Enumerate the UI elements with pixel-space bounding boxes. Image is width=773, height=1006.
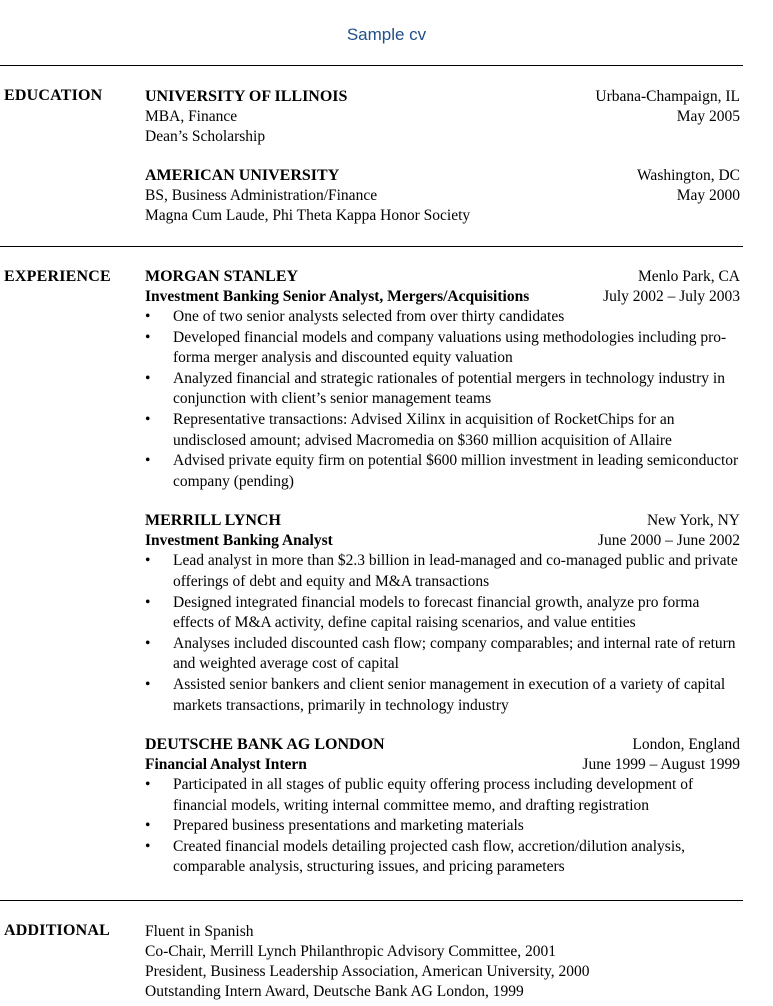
- bullet-item: • Lead analyst in more than $2.3 billion in lead-managed and co-managed public and private offerings of debt and equity and M&A transactions: [145, 552, 738, 590]
- divider: [0, 900, 743, 901]
- company-location: New York, NY: [646, 512, 740, 530]
- bullet-list: [145, 551, 740, 716]
- bullet-icon: •: [145, 675, 151, 693]
- bullet-icon: •: [145, 837, 151, 855]
- experience-entry: [145, 511, 740, 716]
- bullet-icon: •: [145, 817, 151, 835]
- bullet-list: [145, 775, 740, 878]
- bullet-item: • Assisted senior bankers and client senior management in execution of a variety of capital markets transactions, primarily in technology industry: [145, 675, 726, 714]
- additional-item: Outstanding Intern Award, Deutsche Bank AG London, 1999: [145, 983, 524, 1000]
- bullet-icon: •: [145, 552, 151, 570]
- divider: [0, 65, 743, 66]
- bullet-icon: •: [145, 776, 151, 794]
- school-name: AMERICAN UNIVERSITY: [145, 167, 340, 184]
- company-location: Menlo Park, CA: [637, 268, 740, 285]
- bullet-item: • Participated in all stages of public equity offering process including development of financial models, writing internal committee memo, and drafting registration: [145, 776, 694, 814]
- section-label-additional: ADDITIONAL: [4, 922, 111, 939]
- company-name: DEUTSCHE BANK AG LONDON: [145, 736, 385, 754]
- experience-section: [145, 267, 740, 878]
- bullet-icon: •: [145, 634, 151, 652]
- bullet-list: [145, 307, 740, 492]
- section-label-experience: EXPERIENCE: [4, 268, 111, 285]
- bullet-icon: •: [145, 410, 151, 428]
- section-label-education: EDUCATION: [4, 87, 103, 104]
- company-name: MERRILL LYNCH: [145, 512, 281, 530]
- job-dates: June 1999 – August 1999: [582, 756, 740, 774]
- bullet-icon: •: [145, 328, 151, 346]
- job-dates: June 2000 – June 2002: [597, 532, 740, 550]
- job-dates: July 2002 – July 2003: [603, 288, 740, 305]
- bullet-item: • Developed financial models and company valuations using methodologies including pro-forma merger analysis and discounted equity valuation: [145, 328, 727, 367]
- additional-section: [145, 922, 740, 1002]
- bullet-icon: •: [145, 593, 151, 611]
- bullet-item: • Created financial models detailing projected cash flow, accretion/dilution analysis, comparable analysis, structuring issues, and pricing parameters: [145, 837, 686, 876]
- bullet-item: • Prepared business presentations and marketing materials: [145, 816, 740, 837]
- school-location: Washington, DC: [637, 167, 740, 184]
- company-location: London, England: [632, 736, 740, 754]
- job-title: Investment Banking Senior Analyst, Mergers/Acquisitions: [145, 288, 530, 305]
- company-name: MORGAN STANLEY: [145, 268, 299, 285]
- bullet-item: • Advised private equity firm on potential $600 million investment in leading semiconductor company (pending): [145, 452, 739, 490]
- honor-note: Dean’s Scholarship: [145, 128, 266, 145]
- page-title: Sample cv: [346, 25, 427, 44]
- degree: MBA, Finance: [145, 108, 238, 125]
- bullet-icon: •: [145, 308, 151, 325]
- education-entry: [145, 166, 740, 226]
- divider: [0, 246, 743, 247]
- education-entry: [145, 87, 740, 147]
- school-location: Urbana-Champaign, IL: [595, 88, 740, 105]
- experience-entry: [145, 267, 740, 492]
- honor-note: Magna Cum Laude, Phi Theta Kappa Honor Society: [145, 207, 471, 224]
- graduation-date: May 2000: [676, 187, 740, 204]
- job-title: Investment Banking Analyst: [145, 532, 333, 550]
- bullet-icon: •: [145, 369, 151, 387]
- degree: BS, Business Administration/Finance: [145, 187, 378, 204]
- job-title: Financial Analyst Intern: [145, 756, 307, 774]
- bullet-icon: •: [145, 452, 151, 470]
- school-name: UNIVERSITY OF ILLINOIS: [145, 88, 348, 105]
- graduation-date: May 2005: [676, 108, 740, 125]
- additional-item: Co-Chair, Merrill Lynch Philanthropic Advisory Committee, 2001: [145, 943, 556, 960]
- bullet-item: • Analyzed financial and strategic rationales of potential mergers in technology industry in conjunction with client’s senior management teams: [145, 369, 725, 408]
- education-section: [145, 87, 740, 226]
- additional-item: President, Business Leadership Association, American University, 2000: [145, 963, 590, 980]
- additional-item: Fluent in Spanish: [145, 923, 254, 940]
- bullet-item: • Designed integrated financial models to forecast financial growth, analyze pro forma effects of M&A activity, define capital raising scenarios, and value entities: [145, 593, 700, 632]
- bullet-item: • Analyses included discounted cash flow; company comparables; and internal rate of return and weighted average cost of capital: [145, 634, 736, 673]
- experience-entry: [145, 735, 740, 878]
- bullet-item: • One of two senior analysts selected from over thirty candidates: [145, 307, 740, 328]
- bullet-item: • Representative transactions: Advised Xilinx in acquisition of RocketChips for an undisclosed amount; advised Macromedia on $360 million acquisition of Allaire: [145, 410, 675, 449]
